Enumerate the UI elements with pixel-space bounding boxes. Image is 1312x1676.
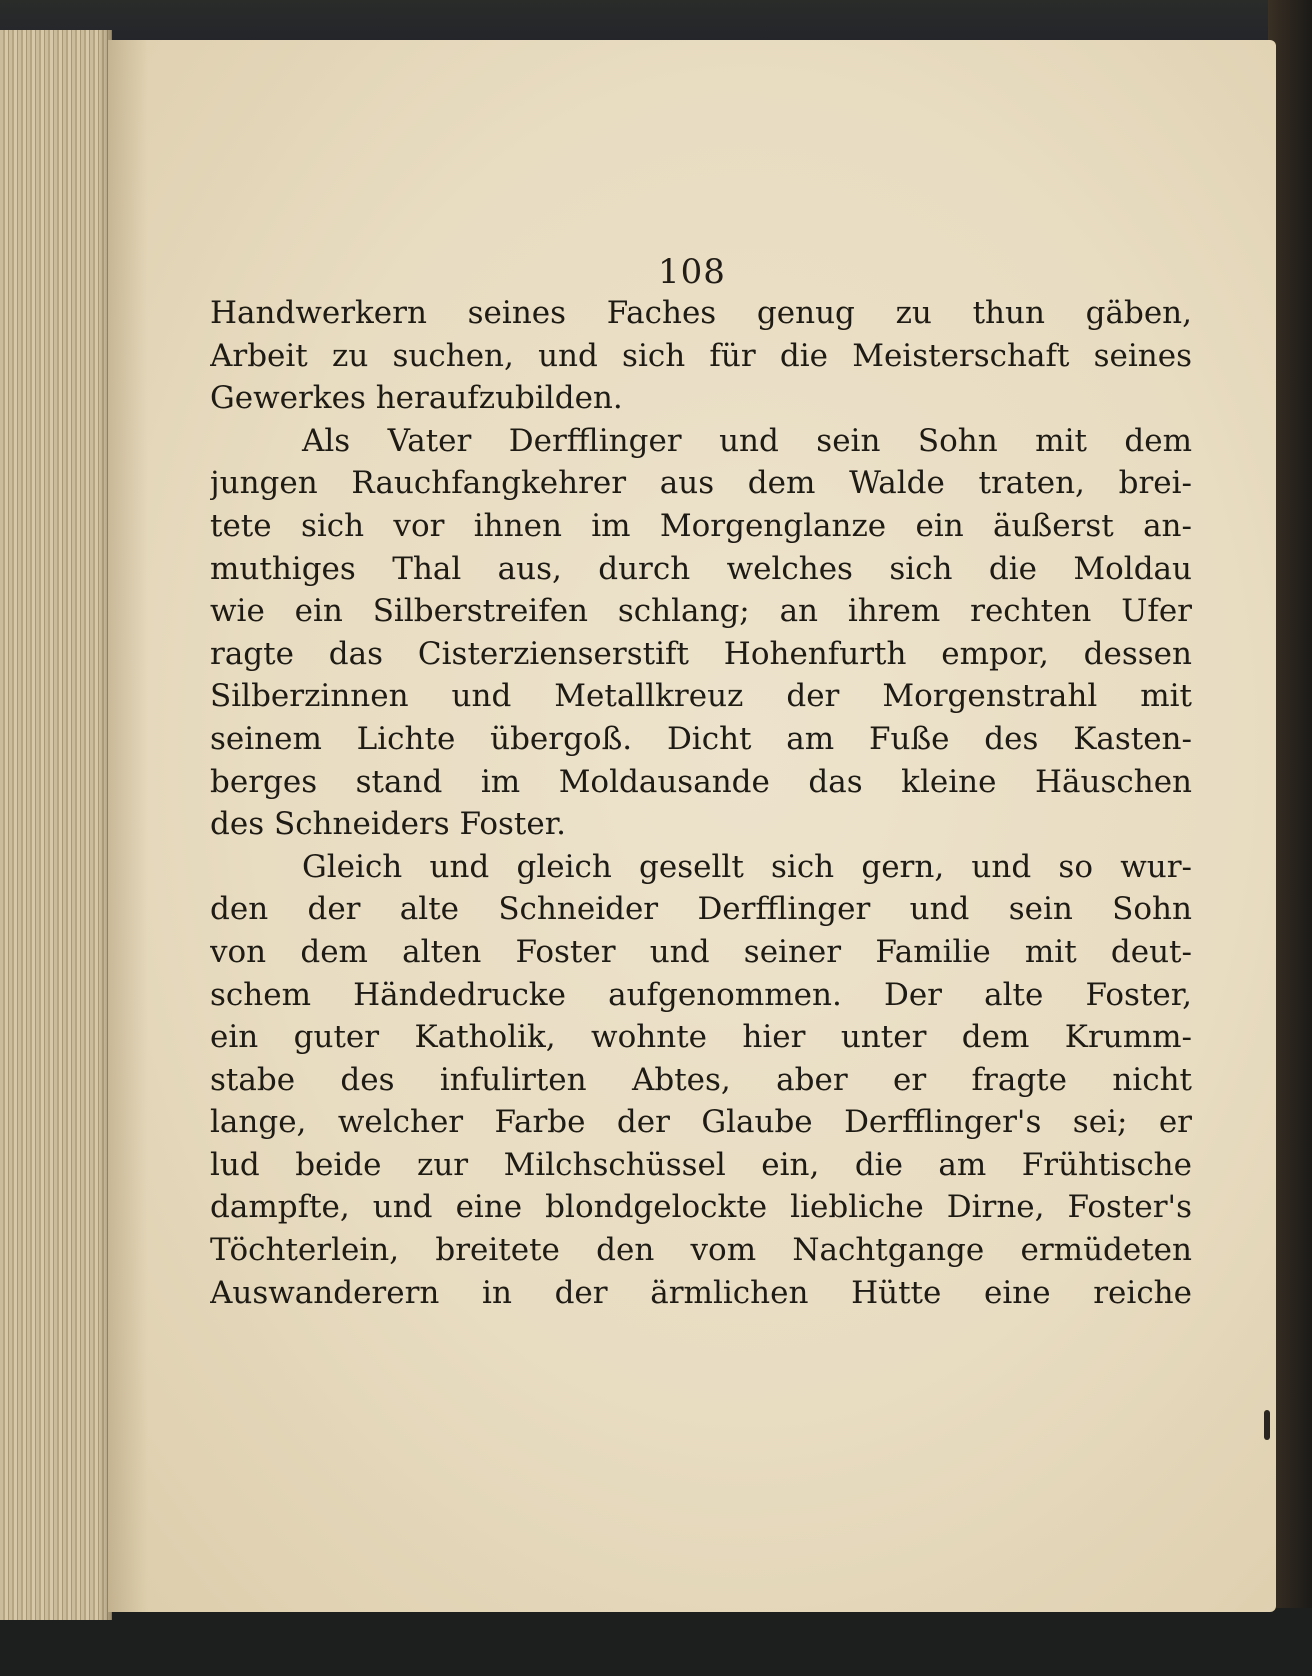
text-line: Als Vater Derfflinger und sein Sohn mit dem bbox=[302, 422, 1192, 459]
text-line: dampfte, und eine blondgelockte liebliche Dirne, Foster's bbox=[210, 1189, 1192, 1226]
text-line: von dem alten Foster und seiner Familie mit deut- bbox=[210, 933, 1192, 970]
text-line: Gewerkes heraufzubilden. bbox=[210, 380, 623, 417]
text-line: Auswanderern in der ärmlichen Hütte eine reiche bbox=[210, 1274, 1192, 1311]
text-line: stabe des infulirten Abtes, aber er fragte nicht bbox=[210, 1061, 1192, 1098]
text-line: wie ein Silberstreifen schlang; an ihrem rechten Ufer bbox=[210, 593, 1192, 630]
text-line: Töchterlein, breitete den vom Nachtgange ermüdeten bbox=[210, 1232, 1192, 1269]
page-edges bbox=[0, 30, 112, 1620]
text-line: Handwerkern seines Faches genug zu thun gäben, bbox=[210, 295, 1192, 331]
text-line: Gleich und gleich gesellt sich gern, und so wur- bbox=[302, 848, 1192, 885]
text-line: jungen Rauchfangkehrer aus dem Walde traten, brei- bbox=[210, 465, 1192, 502]
text-line: schem Händedrucke aufgenommen. Der alte Foster, bbox=[210, 976, 1192, 1013]
text-line: den der alte Schneider Derfflinger und sein Sohn bbox=[210, 891, 1192, 928]
text-line: des Schneiders Foster. bbox=[210, 806, 566, 843]
page-text bbox=[210, 292, 1192, 1314]
book-cover-bottom bbox=[0, 1608, 1312, 1676]
text-line: seinem Lichte übergoß. Dicht am Fuße des Kasten- bbox=[210, 720, 1192, 757]
text-line: berges stand im Moldausande das kleine Häuschen bbox=[210, 763, 1192, 800]
text-line: muthiges Thal aus, durch welches sich die Moldau bbox=[210, 550, 1192, 587]
text-line: Arbeit zu suchen, und sich für die Meisterschaft seines bbox=[210, 337, 1192, 374]
text-line: tete sich vor ihnen im Morgenglanze ein äußerst an- bbox=[210, 507, 1192, 544]
text-line: lud beide zur Milchschüssel ein, die am Frühtische bbox=[210, 1146, 1192, 1183]
book-cover-top bbox=[0, 0, 1312, 40]
text-line: ragte das Cisterzienserstift Hohenfurth empor, dessen bbox=[210, 635, 1192, 672]
page-number: 108 bbox=[658, 252, 726, 292]
text-line: lange, welcher Farbe der Glaube Derfflinger's sei; er bbox=[210, 1104, 1192, 1141]
text-line: Silberzinnen und Metallkreuz der Morgenstrahl mit bbox=[210, 678, 1192, 715]
text-line: ein guter Katholik, wohnte hier unter dem Krumm- bbox=[210, 1019, 1192, 1056]
page-wear-mark bbox=[1264, 1410, 1270, 1440]
